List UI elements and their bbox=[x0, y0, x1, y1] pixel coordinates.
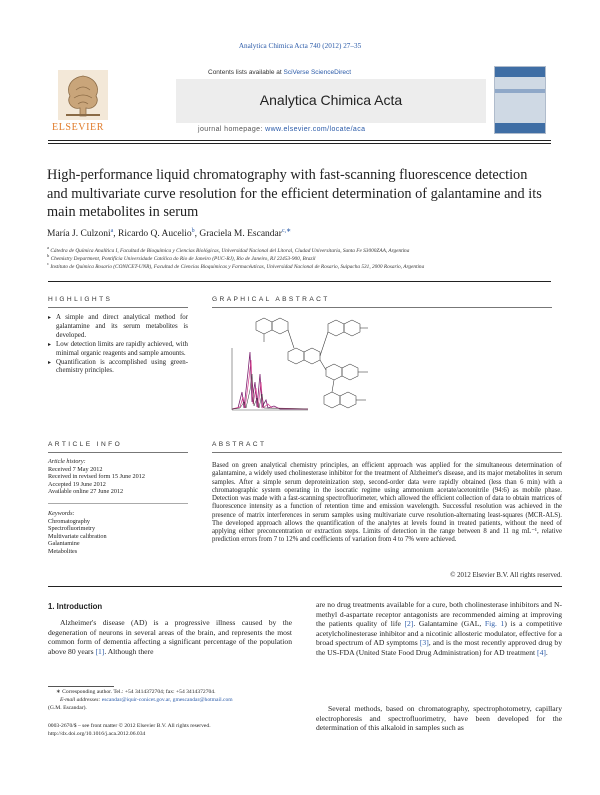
molecule-structures bbox=[256, 318, 368, 408]
intro-text: . Although there bbox=[104, 646, 154, 656]
article-history bbox=[48, 458, 145, 496]
article-title: High-performance liquid chromatography with fast-scanning fluorescence detection and multivariate curve resolution for the efficient determination of galantamine and its main metabolites in serum bbox=[47, 167, 542, 220]
affiliation-mark: a bbox=[47, 245, 49, 250]
author-separator: , bbox=[113, 229, 119, 240]
contents-prefix: Contents lists available at bbox=[208, 69, 284, 76]
reference-link[interactable]: [2] bbox=[404, 619, 414, 628]
abstract-label: ABSTRACT bbox=[212, 441, 267, 448]
journal-banner bbox=[48, 66, 551, 134]
highlights-label: HIGHLIGHTS bbox=[48, 296, 113, 303]
history-date: Available online 27 June 2012 bbox=[48, 488, 124, 495]
article-info-divider bbox=[48, 503, 188, 504]
graphical-abstract-label: GRAPHICAL ABSTRACT bbox=[212, 296, 330, 303]
journal-homepage bbox=[198, 126, 365, 133]
keyword: Galantamine bbox=[48, 540, 80, 547]
contents-available-line bbox=[208, 69, 351, 76]
cover-stripe-bottom bbox=[495, 123, 545, 133]
homepage-prefix: journal homepage: bbox=[198, 126, 266, 133]
intro-text: . Galantamine (GAL, bbox=[413, 619, 485, 628]
affiliation-rule bbox=[48, 281, 551, 282]
graphical-abstract-rule bbox=[212, 307, 552, 308]
corresponding-author-note: ∗ Corresponding author. Tel.: +54 3414372704; fax: +54 3414372704. bbox=[56, 689, 216, 695]
reference-link[interactable]: [4] bbox=[537, 647, 546, 657]
cover-stripe-mid bbox=[495, 89, 545, 93]
affiliation-text: Cátedra de Química Analítica I, Facultad de Bioquímica y Ciencias Biológicas, Universidad Nacional del Litoral, Ciudad Universitaria, Santa Fe S3000ZAA, Argentina bbox=[50, 247, 410, 254]
history-date: Accepted 19 June 2012 bbox=[48, 480, 106, 488]
section-heading-introduction: 1. Introduction bbox=[48, 602, 103, 611]
keyword: Chromatography bbox=[48, 517, 90, 525]
history-date: Received in revised form 15 June 2012 bbox=[48, 473, 145, 480]
highlight-item: ▸ A simple and direct analytical method for galantamine and its serum metabolites is developed. bbox=[48, 314, 188, 341]
intro-paragraph-right-2: Several methods, based on chromatography, spectrophotometry, capillary electrophoresis and spectrofluorimetry, have been developed for the determination of this alkaloid in samples such as bbox=[316, 704, 562, 732]
author-affil-mark[interactable]: a bbox=[110, 228, 114, 234]
keywords-label: Keywords: bbox=[48, 510, 75, 517]
banner-rule bbox=[48, 140, 551, 141]
author-list bbox=[47, 227, 291, 239]
issn-line: 0003-2670/$ – see front matter © 2012 Elsevier B.V. All rights reserved. bbox=[48, 723, 211, 729]
intro-text: , and is the most recently approved drug by the US-FDA (United State Food Drug Administration) for AD treatment bbox=[316, 638, 562, 657]
journal-title-box bbox=[176, 79, 486, 123]
elsevier-tree-icon bbox=[58, 70, 108, 120]
intro-paragraph-right bbox=[316, 600, 562, 657]
intro-text: ) is a competitive acetylcholinesterase inhibitor and a nicotinic allosteric modulator, effective for a broad spectrum of AD symptoms bbox=[316, 619, 562, 647]
email-note bbox=[60, 697, 300, 704]
abstract-bottom-rule bbox=[48, 586, 562, 587]
affiliation-text: Chemistry Department, Pontifícia Universidade Católica do Rio de Janeiro (PUC-RJ), Rio de Janeiro, RJ 22453-900, Brazil bbox=[50, 255, 316, 262]
affiliation-mark: c bbox=[47, 261, 49, 266]
highlights-list bbox=[48, 314, 188, 376]
author-name[interactable]: Graciela M. Escandar bbox=[199, 229, 282, 240]
affiliation-mark: b bbox=[47, 253, 50, 258]
footnote-rule bbox=[48, 686, 114, 687]
abstract-rule bbox=[212, 452, 562, 453]
article-info-rule bbox=[48, 452, 188, 453]
cover-stripe-top bbox=[495, 67, 545, 77]
author-name[interactable]: Ricardo Q. Aucelio bbox=[118, 229, 192, 240]
highlight-item: ▸ Low detection limits are rapidly achieved, with minimal organic reagents and sample amounts. bbox=[48, 341, 188, 359]
intro-text: Alzheimer's disease (AD) is a progressive illness caused by the degeneration of neurons in several areas of the brain, and represents the most common form of dementia affecting a significant percentage of the population above 80 years bbox=[48, 618, 292, 656]
author-affil-mark[interactable]: b bbox=[191, 228, 195, 234]
affiliation bbox=[47, 261, 557, 270]
email-label: E-mail addresses: bbox=[60, 697, 101, 703]
highlights-rule bbox=[48, 307, 188, 308]
keywords-block bbox=[48, 510, 107, 555]
banner-rule-thin bbox=[48, 143, 551, 144]
highlight-item: ▸ Quantification is accomplished using green-chemistry principles. bbox=[48, 359, 188, 377]
abstract-text: Based on green analytical chemistry principles, an efficient approach was applied for the simultaneous determination of galantamine, a widely used cholinesterase inhibitor for the treatment of Alzheimer's disease, and its major metabolites in serum samples. After a simple serum deproteinization step, second-order data were rapidly obtained (less than 6 min) with a chromatographic system operating in the isocratic regime using ammonium acetate/acetonitrile (94:6) as mobile phase. Detection was made with a fast-scanning spectrofluorimeter, which allowed the efficient collection of data to obtain matrices of fluorescence intensity as a function of retention time and emission wavelength. Successful resolution was achieved in the presence of matrix interferences in serum samples using multivariate curve resolution-alternating least-squares (MCR-ALS). The developed approach allows the quantification of the analytes at levels found in treated patients, without the need of applying either preconcentration or extraction steps. Limits of detection in the range between 8 and 11 ng mL⁻¹, relative prediction errors from 7 to 12% and coefficients of variation from 4 to 7% were achieved. bbox=[212, 462, 562, 544]
elsevier-logo[interactable] bbox=[50, 66, 114, 134]
history-date: Received 7 May 2012 bbox=[48, 465, 103, 473]
author-separator: , bbox=[194, 229, 200, 240]
journal-name[interactable]: Analytica Chimica Acta bbox=[259, 92, 403, 108]
chromatogram-traces bbox=[232, 348, 308, 410]
author-affil-mark[interactable]: c,∗ bbox=[281, 228, 292, 234]
author-name[interactable]: María J. Culzoni bbox=[47, 229, 111, 240]
doi-link[interactable]: http://dx.doi.org/10.1016/j.aca.2012.06.034 bbox=[48, 731, 146, 737]
abstract-copyright: © 2012 Elsevier B.V. All rights reserved. bbox=[450, 572, 562, 579]
email-note-tail: (G.M. Escandar). bbox=[48, 705, 87, 711]
running-header[interactable]: Analytica Chimica Acta 740 (2012) 27–35 bbox=[238, 42, 362, 50]
homepage-url[interactable]: www.elsevier.com/locate/aca bbox=[265, 126, 366, 133]
sciverse-link[interactable]: SciVerse ScienceDirect bbox=[283, 69, 352, 76]
email-links[interactable]: escandar@iquir-conicet.gov.ar, gmescandar@hotmail.com bbox=[101, 697, 233, 703]
figure-link[interactable]: Fig. 1 bbox=[484, 619, 505, 628]
keyword: Spectrofluorimetry bbox=[48, 525, 96, 532]
intro-paragraph-left bbox=[48, 618, 292, 656]
journal-cover-thumbnail[interactable] bbox=[494, 66, 546, 134]
keyword: Multivariate calibration bbox=[48, 532, 107, 540]
intro-text: . bbox=[545, 647, 548, 657]
intro-text: are no drug treatments available for a cure, both cholinesterase inhibitors and N-methyl d-aspartate receptor antagonists are recommended aiming at improving the patients quality of life bbox=[316, 600, 562, 628]
article-info-label: ARTICLE INFO bbox=[48, 441, 123, 448]
reference-link[interactable]: [1] bbox=[95, 646, 105, 656]
publisher-name: ELSEVIER bbox=[52, 122, 105, 133]
keyword: Metabolites bbox=[48, 547, 78, 555]
graphical-abstract-image[interactable] bbox=[228, 312, 378, 420]
history-label: Article history: bbox=[48, 458, 86, 465]
affiliation-text: Instituto de Química Rosario (CONICET-UNR), Facultad de Ciencias Bioquímicas y Farmacéuticas, Universidad Nacional de Rosario, Suipacha 531, 2000 Rosario, Argentina bbox=[50, 263, 425, 270]
reference-link[interactable]: [3] bbox=[419, 638, 429, 647]
